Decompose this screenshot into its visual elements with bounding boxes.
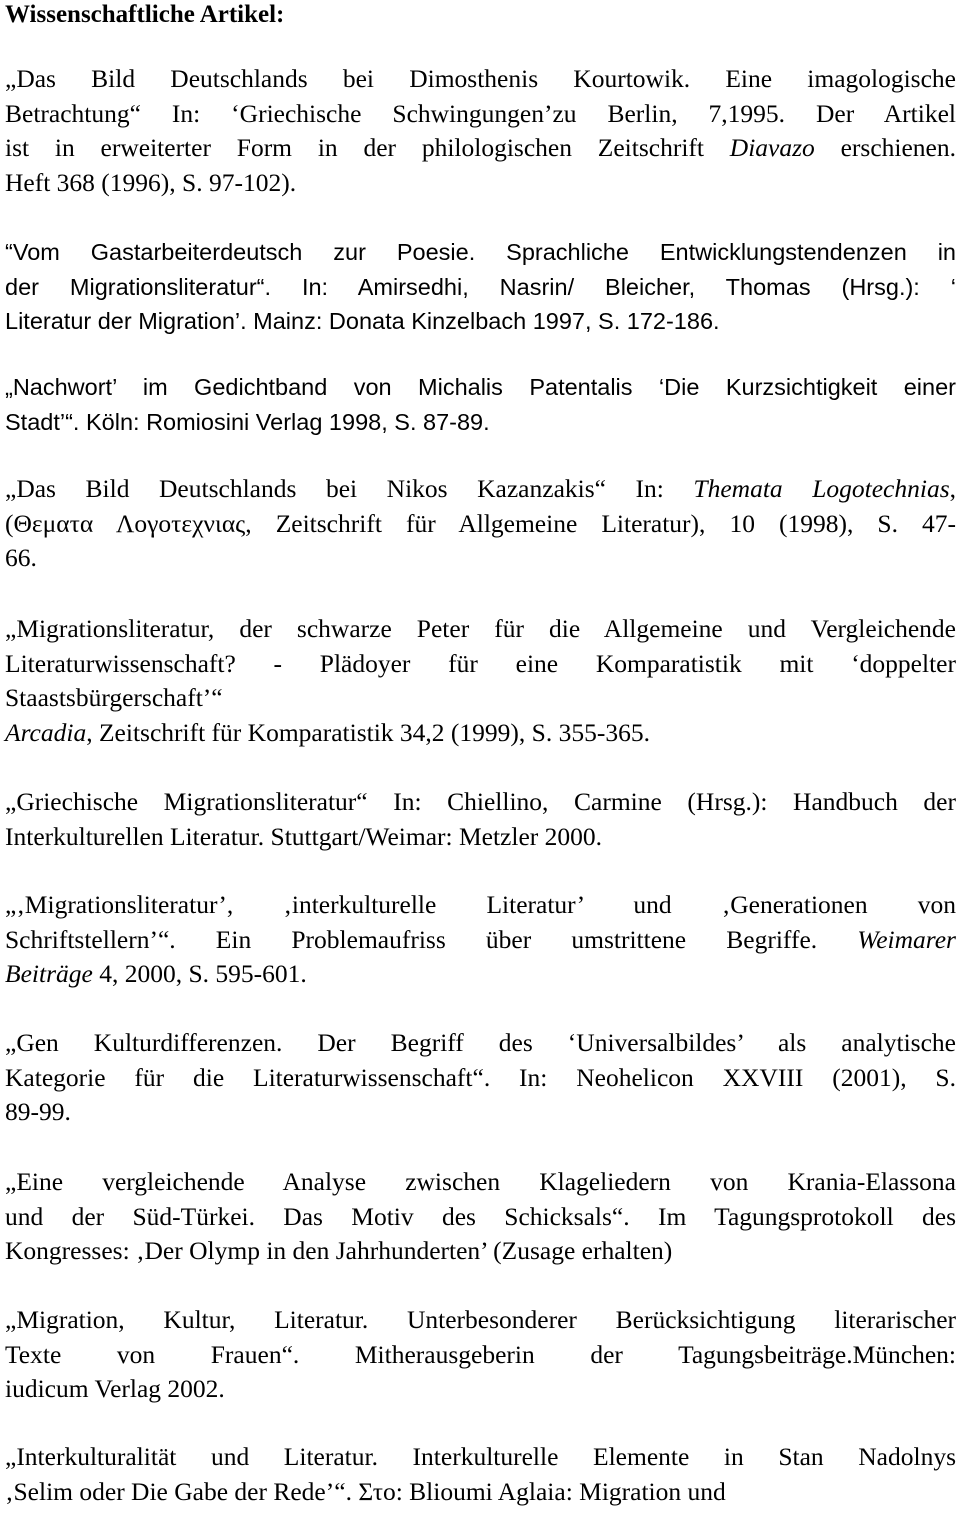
article-line	[5, 405, 956, 440]
article-line	[5, 888, 956, 923]
article-entry-kourtowik	[5, 62, 956, 200]
text-run: Staastsbürgerschaft’“	[5, 683, 223, 712]
article-entry-schwarze-peter	[5, 612, 956, 750]
article-line	[5, 1338, 956, 1373]
article-line	[5, 472, 956, 507]
article-line	[5, 235, 956, 270]
text-run: iudicum Verlag 2002.	[5, 1374, 225, 1403]
text-run: „Gen Kulturdifferenzen. Der Begriff des ‘Universalbildes’ als analytische	[5, 1028, 956, 1057]
article-entry-problemaufriss	[5, 888, 956, 992]
article-line	[5, 166, 956, 201]
text-run: „Das Bild Deutschlands bei Dimosthenis Kourtowik. Eine imagologische	[5, 64, 956, 93]
article-line	[5, 1095, 956, 1130]
article-entry-gastarbeiterdeutsch	[5, 235, 956, 339]
article-line	[5, 304, 956, 339]
text-run: Schriftstellern’“. Ein Problemaufriss über umstrittene Begriffe.	[5, 924, 858, 954]
article-entry-klagelieder	[5, 1165, 956, 1269]
article-line	[5, 1303, 956, 1338]
text-run: erschienen.	[814, 133, 956, 162]
article-line	[5, 957, 956, 992]
text-run: „Nachwort’ im Gedichtband von Michalis Patentalis ‘Die Kurzsichtigkeit einer	[5, 374, 956, 400]
text-run: “Vom Gastarbeiterdeutsch zur Poesie. Sprachliche Entwicklungstendenzen in	[5, 239, 956, 265]
text-run: ist in erweiterter Form in der philologischen Zeitschrift	[5, 133, 730, 162]
article-entry-nachwort	[5, 370, 956, 439]
article-entry-griechische	[5, 785, 956, 854]
article-line	[5, 131, 956, 166]
article-line	[5, 97, 956, 132]
article-line	[5, 62, 956, 97]
italic-title: Themata Logotechnias	[693, 474, 950, 503]
italic-title: Arcadia	[5, 717, 87, 747]
text-run: „Eine vergleichende Analyse zwischen Klageliedern von Krania-Elassona	[5, 1167, 956, 1196]
text-run: „Das Bild Deutschlands bei Nikos Kazanzakis“ In:	[5, 474, 694, 503]
text-run: und der Süd-Türkei. Das Motiv des Schicksals“. Im Tagungsprotokoll des	[5, 1201, 956, 1231]
italic-title: Beiträge	[5, 959, 93, 988]
article-line	[5, 681, 956, 716]
text-run: Kongresses: ‚Der Olymp in den Jahrhunderten’ (Zusage erhalten)	[5, 1236, 673, 1265]
text-run: ‚Selim oder Die Gabe der Rede’“. Στο: Blioumi Aglaia: Migration und	[5, 1476, 726, 1506]
article-line	[5, 716, 956, 751]
article-line	[5, 785, 956, 820]
text-run: „Griechische Migrationsliteratur“ In: Chiellino, Carmine (Hrsg.): Handbuch der	[5, 787, 956, 816]
italic-title: Weimarer	[857, 924, 956, 954]
text-run: „Migration, Kultur, Literatur. Unterbesonderer Berücksichtigung literarischer	[5, 1305, 956, 1334]
section-heading: Wissenschaftliche Artikel:	[5, 1, 285, 28]
article-line	[5, 1440, 956, 1475]
article-entry-migration-kultur	[5, 1303, 956, 1407]
article-entry-interkulturalitaet	[5, 1440, 956, 1509]
article-line	[5, 820, 956, 855]
article-entry-kulturdifferenzen	[5, 1026, 956, 1130]
text-run: 4, 2000, S. 595-601.	[92, 959, 307, 988]
article-entry-kazanzakis	[5, 472, 956, 576]
text-run: Interkulturellen Literatur. Stuttgart/Weimar: Metzler 2000.	[5, 821, 603, 851]
text-run: der Migrationsliteratur“. In: Amirsedhi, Nasrin/ Bleicher, Thomas (Hrsg.): ‘	[5, 273, 956, 300]
article-line	[5, 1200, 956, 1235]
text-run: „‚Migrationsliteratur’, ‚interkulturelle Literatur’ und ‚Generationen von	[5, 890, 956, 919]
text-run: Literaturwissenschaft? - Plädoyer für eine Komparatistik mit ‘doppelter	[5, 648, 956, 678]
article-line	[5, 647, 956, 682]
text-run: „Interkulturalität und Literatur. Interkulturelle Elemente in Stan Nadolnys	[5, 1442, 956, 1471]
text-run: Stadt’“. Köln: Romiosini Verlag 1998, S. 87-89.	[5, 408, 490, 435]
article-line	[5, 370, 956, 405]
article-line	[5, 923, 956, 958]
document-page	[5, 0, 956, 1517]
article-line	[5, 1026, 956, 1061]
text-run: Texte von Frauen“. Mitherausgeberin der Tagungsbeiträge.München:	[5, 1339, 956, 1369]
article-line	[5, 541, 956, 576]
italic-title: Diavazo	[729, 133, 815, 162]
text-run: 66.	[5, 543, 37, 572]
text-run: , Zeitschrift für Komparatistik 34,2 (1999), S. 355-365.	[86, 717, 650, 747]
text-run: Betrachtung“ In: ‘Griechische Schwingungen’zu Berlin, 7,1995. Der Artikel	[5, 98, 956, 128]
article-line	[5, 1061, 956, 1096]
text-run: (Θεματα Λογοτεχνιας, Zeitschrift für Allgemeine Literatur), 10 (1998), S. 47-	[5, 508, 956, 538]
article-line	[5, 1475, 956, 1510]
text-run: Kategorie für die Literaturwissenschaft“. In: Neohelicon XXVIII (2001), S.	[5, 1062, 956, 1092]
text-run: 89-99.	[5, 1097, 71, 1126]
text-run: Heft 368 (1996), S. 97-102).	[5, 167, 297, 197]
text-run: ,	[949, 474, 956, 503]
article-line	[5, 1372, 956, 1407]
article-line	[5, 507, 956, 542]
article-line	[5, 1234, 956, 1269]
article-line	[5, 1165, 956, 1200]
text-run: Literatur der Migration’. Mainz: Donata Kinzelbach 1997, S. 172-186.	[5, 308, 720, 334]
article-line	[5, 270, 956, 305]
text-run: „Migrationsliteratur, der schwarze Peter für die Allgemeine und Vergleichende	[5, 614, 956, 643]
article-line	[5, 612, 956, 647]
